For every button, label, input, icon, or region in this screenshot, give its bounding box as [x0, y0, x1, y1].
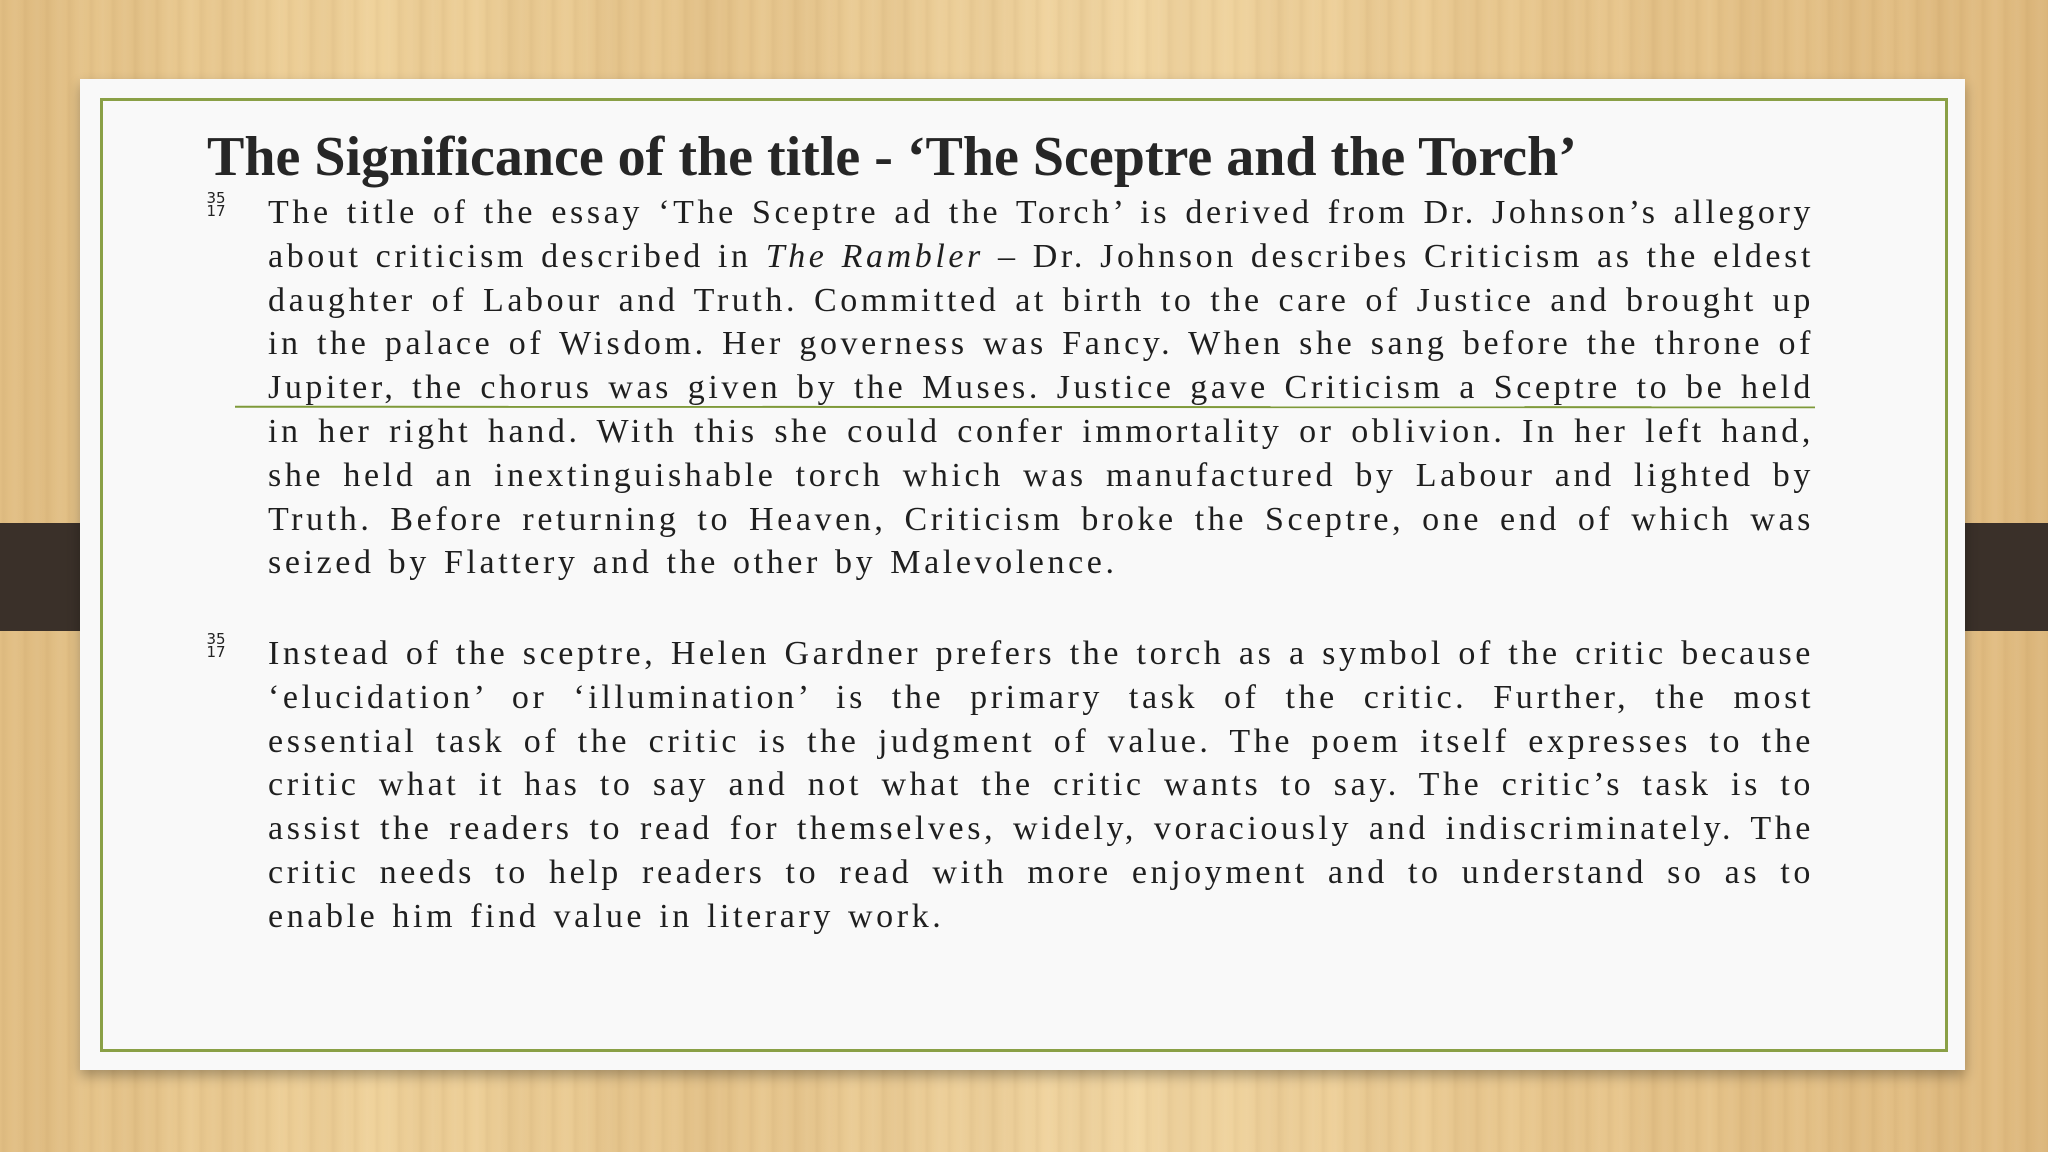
- paragraph-allegory-text-end: – Dr. Johnson describes Criticism as the eldest daughter of Labour and Truth. Committed at birth to the care of Justice and brought up in the palace of Wisdom. Her governess was Fancy. When she sang before the throne of Jupiter, the chorus was given by the Muses. Justice gave Criticism a Sceptre to be held in her right hand. With this she could confer immortality or oblivion. In her left hand, she held an inextinguishable torch which was manufactured by Labour and lighted by Truth. Before returning to Heaven, Criticism broke the Sceptre, one end of which was seized by Flattery and the other by Malevolence.: [268, 237, 1814, 582]
- bullet-symbol-top: 35: [206, 189, 226, 207]
- bullet-symbol-icon: [206, 630, 226, 661]
- paragraph-allegory-text-start: The title of the essay ‘The Sceptre ad the Torch’ is derived from Dr. Johnson’s allegory about criticism described in: [268, 194, 1814, 275]
- paragraph-torch-symbol: Instead of the sceptre, Helen Gardner prefers the torch as a symbol of the critic because ‘elucidation’ or ‘illumination’ is the primary task of the critic. Further, the most essential task of the critic is the judgment of value. The poem itself expresses to the critic what it has to say and not what the critic wants to say. The critic’s task is to assist the readers to read for themselves, widely, voraciously and indiscriminately. The critic needs to help readers to read with more enjoyment and to understand so as to enable him find value in literary work.: [268, 635, 1814, 935]
- slide-card: [80, 79, 1965, 1070]
- bullet-symbol-icon: [206, 189, 226, 220]
- paragraph-allegory: [268, 191, 1814, 585]
- slide-title: The Significance of the title - ‘The Sceptre and the Torch’: [207, 126, 1577, 188]
- bullet-symbol-bottom: 17: [206, 643, 226, 661]
- bullet-symbol-top: 35: [206, 630, 226, 648]
- rambler-title: The Rambler: [765, 237, 984, 275]
- bullet-symbol-bottom: 17: [206, 202, 226, 220]
